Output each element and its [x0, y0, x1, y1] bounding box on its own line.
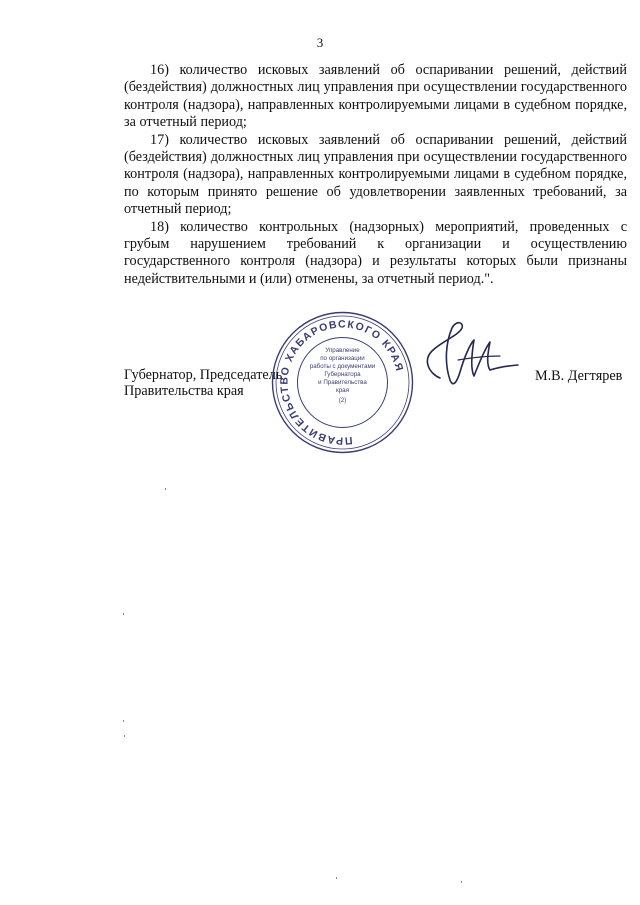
scan-speck: [124, 735, 125, 737]
stamp-line-4: Губернатора: [324, 371, 361, 378]
stamp-line-6: края: [336, 387, 349, 394]
stamp-line-7: (2): [338, 397, 347, 404]
scan-speck: [123, 720, 124, 722]
signer-name: М.В. Дегтярев: [535, 368, 623, 384]
document-body: [124, 62, 627, 288]
handwritten-signature: [400, 316, 530, 396]
signatory-position: [124, 368, 282, 399]
page-number: 3: [316, 35, 324, 50]
stamp-line-5: и Правительства: [318, 379, 367, 386]
stamp-line-3: работы с документами: [309, 363, 376, 370]
paragraph-18: 18) количество контрольных (надзорных) мероприятий, проведенных с грубым нарушением требований к организации и осуществлению государственного контроля (надзора) и результаты которых были признаны недействительными и (или) отменены, за отчетный период.".: [124, 218, 627, 287]
position-line-1: Губернатор, Председатель: [124, 367, 283, 383]
official-stamp: [270, 310, 415, 455]
stamp-line-2: по организации: [320, 355, 365, 362]
scan-speck: [165, 488, 166, 490]
stamp-ring-text: ПРАВИТЕЛЬСТВО ХАБАРОВСКОГО КРАЯ: [278, 318, 406, 447]
paragraph-16: 16) количество исковых заявлений об оспаривании решений, действий (бездействия) должностных лиц управления при осуществлении государственного контроля (надзора), направленных контролируемыми лицами в судебном порядке, за отчетный период;: [124, 62, 627, 131]
scan-speck: [123, 613, 124, 615]
stamp-line-1: Управление: [325, 347, 360, 354]
paragraph-17: 17) количество исковых заявлений об оспаривании решений, действий (бездействия) должностных лиц управления при осуществлении государственного контроля (надзора), направленных контролируемыми лицами в судебном порядке, по которым принято решение об удовлетворении заявленных требований, за отчетный период;: [124, 131, 627, 218]
position-line-2: Правительства края: [124, 382, 244, 399]
scan-speck: [336, 877, 337, 879]
scan-speck: [461, 881, 462, 883]
